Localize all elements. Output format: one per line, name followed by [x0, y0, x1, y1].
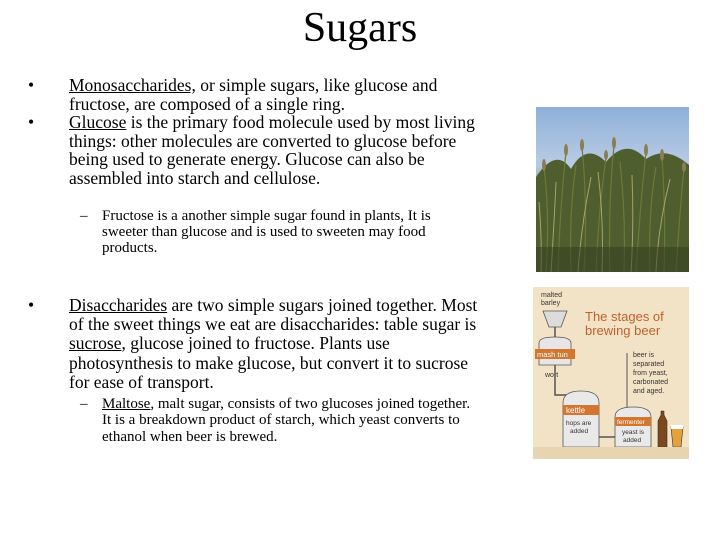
brewing-diagram: [533, 287, 689, 459]
bullet-text: , glucose joined to fructose. Plants use photosynthesis to make glucose, but convert it to sucrose for ease of transport.: [69, 333, 469, 392]
grass-photo: [536, 107, 689, 272]
sub-bullet-maltose: [28, 396, 478, 445]
term-maltose[interactable]: Maltose: [102, 396, 151, 413]
dash-glyph: –: [80, 207, 88, 224]
label-hops-2: added: [570, 428, 589, 435]
bullet-block-2: [28, 296, 478, 460]
bullet-text: or simple sugars, like glucose and fructose, are composed of a single ring.: [69, 75, 438, 114]
label-beer-2: separated: [633, 361, 665, 368]
bullet-glyph: •: [28, 295, 35, 315]
bullet-block-1: [28, 76, 478, 271]
label-hops-1: hops are: [566, 420, 592, 427]
diagram-title-line2: brewing beer: [585, 323, 661, 338]
bullet-disaccharides: [28, 296, 478, 392]
label-barley: barley: [541, 300, 561, 307]
label-wort: wort: [545, 372, 559, 379]
term-glucose[interactable]: Glucose: [69, 112, 127, 133]
sub-bullet-text: Fructose is a another simple sugar found in plants, It is sweeter than glucose and is used to sweeten may food products.: [102, 207, 431, 257]
sub-bullet-text: , malt sugar, consists of two glucoses joined together. It is a breakdown product of starch, which yeast converts to ethanol when beer is brewed.: [102, 396, 471, 445]
dash-glyph: –: [80, 396, 88, 413]
term-monosaccharides[interactable]: Monosaccharides,: [69, 75, 196, 95]
label-beer-3: from yeast,: [633, 370, 668, 377]
term-sucrose[interactable]: sucrose: [69, 333, 122, 354]
bullet-glyph: •: [28, 112, 35, 133]
bullet-glucose: [28, 113, 478, 187]
label-yeast-1: yeast is: [622, 429, 645, 436]
bullet-text: are two simple sugars joined together. Most of the sweet things we eat are disaccharides: table sugar is: [69, 295, 478, 335]
diagram-title-line1: The stages of: [585, 309, 664, 324]
bullet-glyph: •: [28, 75, 35, 95]
label-beer-4: carbonated: [633, 379, 669, 386]
label-beer-5: and aged.: [633, 388, 665, 395]
label-kettle: kettle: [566, 406, 586, 415]
sub-bullet-fructose: [28, 208, 478, 257]
bullet-monosaccharides: [28, 76, 478, 113]
label-yeast-2: added: [623, 437, 642, 444]
label-fermenter: fermenter: [617, 419, 645, 426]
bullet-text: is the primary food molecule used by most living things: other molecules are converted to glucose before being used to generate energy. Glucose can also be assembled into starch and cellulose.: [69, 112, 475, 188]
slide-title: Sugars: [302, 5, 418, 51]
label-mash-tun: mash tun: [537, 350, 568, 359]
term-disaccharides[interactable]: Disaccharides: [69, 295, 168, 315]
label-malted: malted: [541, 292, 563, 299]
label-beer-1: beer is: [633, 352, 655, 359]
